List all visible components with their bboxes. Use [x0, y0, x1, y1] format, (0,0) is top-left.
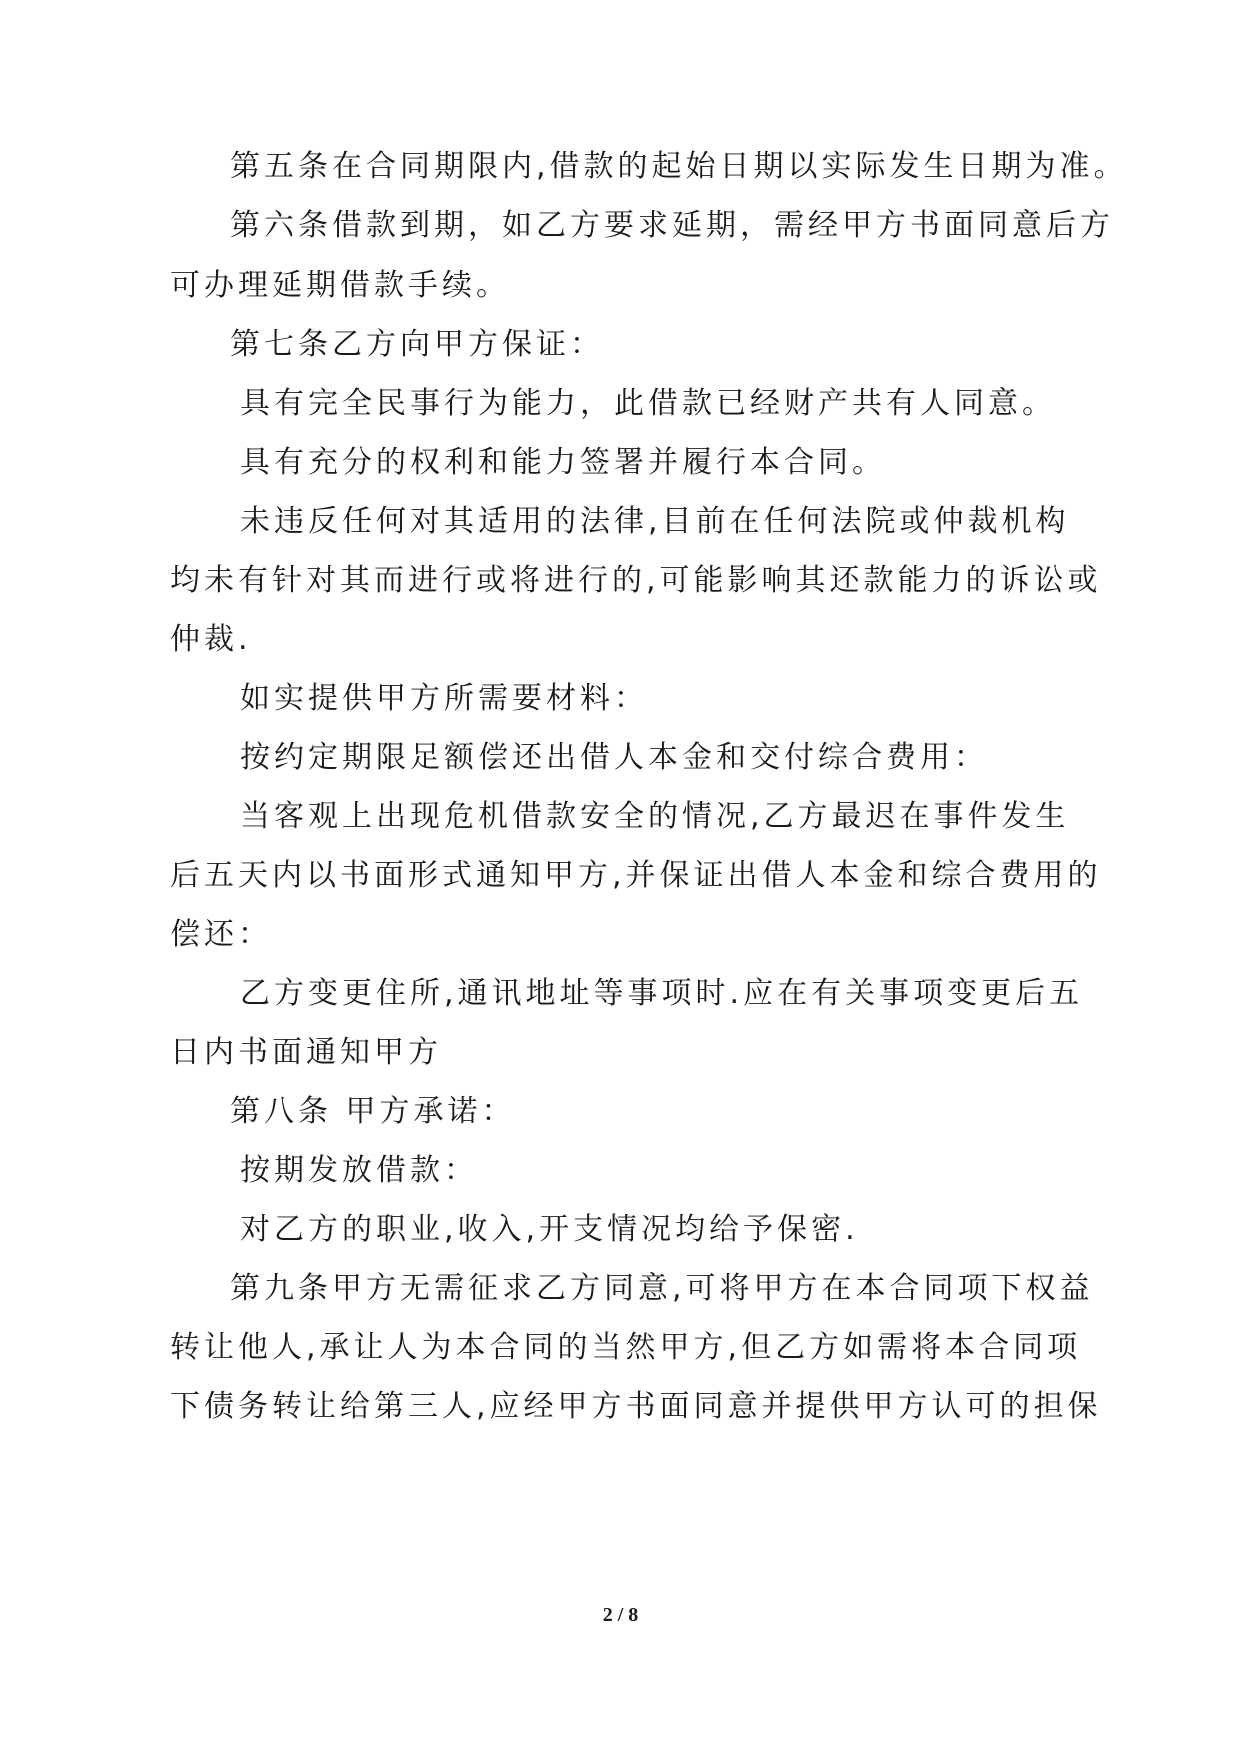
text-line: 第五条在合同期限内,借款的起始日期以实际发生日期为准。: [230, 149, 1128, 184]
text-line: 如实提供甲方所需要材料：: [240, 681, 648, 716]
text-line: 对乙方的职业,收入,开支情况均给予保密.: [240, 1212, 859, 1247]
text-line: 具有充分的权利和能力签署并履行本合同。: [240, 445, 886, 480]
text-line: 偿还：: [170, 917, 272, 952]
text-line: 日内书面通知甲方: [170, 1035, 442, 1070]
text-line: 下债务转让给第三人,应经甲方书面同意并提供甲方认可的担保: [170, 1389, 1102, 1424]
text-line: 可办理延期借款手续。: [170, 268, 510, 303]
text-line: 转让他人,承让人为本合同的当然甲方,但乙方如需将本合同项: [170, 1330, 1082, 1365]
text-line: 第九条甲方无需征求乙方同意,可将甲方在本合同项下权益: [230, 1271, 1094, 1306]
text-line: 第七条乙方向甲方保证：: [230, 327, 604, 362]
text-line: 第六条借款到期，如乙方要求延期，需经甲方书面同意后方: [230, 208, 1114, 243]
text-line: 按期发放借款：: [240, 1153, 478, 1188]
text-line: 后五天内以书面形式通知甲方,并保证出借人本金和综合费用的: [170, 858, 1102, 893]
page-number: 2 / 8: [602, 1604, 639, 1626]
text-line: 未违反任何对其适用的法律,目前在任何法院或仲裁机构: [240, 504, 1070, 539]
text-line: 仲裁.: [170, 622, 252, 657]
text-line: 具有完全民事行为能力，此借款已经财产共有人同意。: [240, 386, 1056, 421]
text-line: 第八条 甲方承诺：: [230, 1094, 516, 1129]
text-line: 乙方变更住所,通讯地址等事项时.应在有关事项变更后五: [240, 976, 1084, 1011]
text-line: 均未有针对其而进行或将进行的,可能影响其还款能力的诉讼或: [170, 563, 1102, 598]
text-line: 当客观上出现危机借款安全的情况,乙方最迟在事件发生: [240, 799, 1070, 834]
text-line: 按约定期限足额偿还出借人本金和交付综合费用：: [240, 740, 988, 775]
